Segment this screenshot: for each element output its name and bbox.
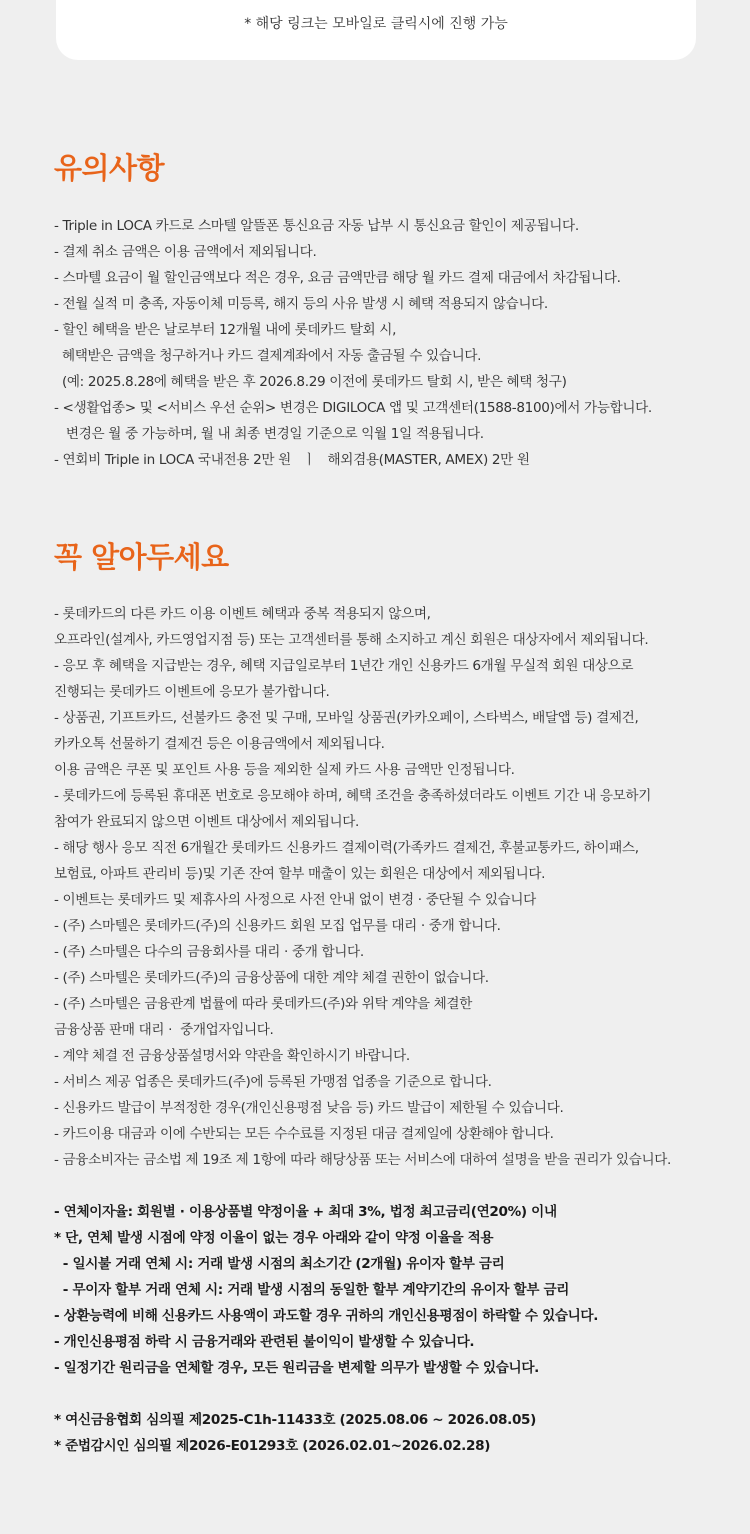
notice-line: - 카드이용 대금과 이에 수반되는 모든 수수료를 지정된 대금 결제일에 상환해야 합니다. xyxy=(54,1126,554,1142)
important-notice-line: - 일정기간 원리금을 연체할 경우, 모든 원리금을 변제할 의무가 발생할 수 있습니다. xyxy=(54,1360,539,1376)
notice-line: - 결제 취소 금액은 이용 금액에서 제외됩니다. xyxy=(54,244,317,260)
notice-line: - Triple in LOCA 카드로 스마텔 알뜰폰 통신요금 자동 납부 시 통신요금 할인이 제공됩니다. xyxy=(54,218,579,234)
notice-line: - 롯데카드에 등록된 휴대폰 번호로 응모해야 하며, 혜택 조건을 충족하셨더라도 이벤트 기간 내 응모하기 xyxy=(54,788,651,804)
notice-line: 혜택받은 금액을 청구하거나 카드 결제계좌에서 자동 출금될 수 있습니다. xyxy=(54,348,482,364)
notice-line: - (주) 스마텔은 금융관계 법률에 따라 롯데카드(주)와 위탁 계약을 체결한 xyxy=(54,996,472,1012)
notice-line: 변경은 월 중 가능하며, 월 내 최종 변경일 기준으로 익월 1일 적용됩니다. xyxy=(54,426,484,442)
notice-title: 유의사항 xyxy=(54,151,165,185)
notice-line: - 롯데카드의 다른 카드 이용 이벤트 혜택과 중복 적용되지 않으며, xyxy=(54,606,431,622)
notice-line: 참여가 완료되지 않으면 이벤트 대상에서 제외됩니다. xyxy=(54,814,360,830)
notice-line: - 할인 혜택을 받은 날로부터 12개월 내에 롯데카드 탈회 시, xyxy=(54,322,397,338)
notice-line: - 이벤트는 롯데카드 및 제휴사의 사정으로 사전 안내 없이 변경 · 중단될 수 있습니다 xyxy=(54,892,536,908)
important-notice-line: - 일시불 거래 연체 시: 거래 발생 시점의 최소기간 (2개월) 유이자 할부 금리 xyxy=(54,1256,505,1272)
important-notice-line: - 상환능력에 비해 신용카드 사용액이 과도할 경우 귀하의 개인신용평점이 하락할 수 있습니다. xyxy=(54,1308,599,1324)
notice-line: 이용 금액은 쿠폰 및 포인트 사용 등을 제외한 실제 카드 사용 금액만 인정됩니다. xyxy=(54,762,515,778)
notice-line: - 상품권, 기프트카드, 선불카드 충전 및 구매, 모바일 상품권(카카오페이, 스타벅스, 배달앱 등) 결제건, xyxy=(54,710,639,726)
important-notice-line: * 여신금융협회 심의필 제2025-C1h-11433호 (2025.08.06 ~ 2026.08.05) xyxy=(54,1412,537,1428)
mobile-link-note: * 해당 링크는 모바일로 클릭시에 진행 가능 xyxy=(244,16,508,32)
notice-line: 오프라인(설계사, 카드영업지점 등) 또는 고객센터를 통해 소지하고 계신 회원은 대상자에서 제외됩니다. xyxy=(54,632,649,648)
spacer xyxy=(54,1173,744,1199)
notice-line: 진행되는 롯데카드 이벤트에 응모가 불가합니다. xyxy=(54,684,330,700)
notice-line: - 계약 체결 전 금융상품설명서와 약관을 확인하시기 바랍니다. xyxy=(54,1048,410,1064)
notice-line: 보험료, 아파트 관리비 등)및 기존 잔여 할부 매출이 있는 회원은 대상에서 제외됩니다. xyxy=(54,866,546,882)
notice-line: - 금융소비자는 금소법 제 19조 제 1항에 따라 해당상품 또는 서비스에 대하여 설명을 받을 권리가 있습니다. xyxy=(54,1152,672,1168)
important-notice-line: - 무이자 할부 거래 연체 시: 거래 발생 시점의 동일한 할부 계약기간의 유이자 할부 금리 xyxy=(54,1282,570,1298)
notice-line: - <생활업종> 및 <서비스 우선 순위> 변경은 DIGILOCA 앱 및 고객센터(1588-8100)에서 가능합니다. xyxy=(54,400,652,416)
link-notice-card xyxy=(56,0,696,60)
notice-line: - 신용카드 발급이 부적정한 경우(개인신용평점 낮음 등) 카드 발급이 제한될 수 있습니다. xyxy=(54,1100,564,1116)
notice-line: - (주) 스마텔은 다수의 금융회사를 대리 · 중개 합니다. xyxy=(54,944,364,960)
notice-line: 금융상품 판매 대리 · 중개업자입니다. xyxy=(54,1022,274,1038)
notice-line: (예: 2025.8.28에 혜택을 받은 후 2026.8.29 이전에 롯데카드 탈회 시, 받은 혜택 청구) xyxy=(54,374,567,390)
notice-line: - (주) 스마텔은 롯데카드(주)의 금융상품에 대한 계약 체결 권한이 없습니다. xyxy=(54,970,489,986)
notice-line: - (주) 스마텔은 롯데카드(주)의 신용카드 회원 모집 업무를 대리 · 중개 합니다. xyxy=(54,918,501,934)
notice-line: 카카오톡 선물하기 결제건 등은 이용금액에서 제외됩니다. xyxy=(54,736,385,752)
notice-line: - 해당 행사 응모 직전 6개월간 롯데카드 신용카드 결제이력(가족카드 결제건, 후불교통카드, 하이패스, xyxy=(54,840,639,856)
important-notice-line: - 개인신용평점 하락 시 금융거래와 관련된 불이익이 발생할 수 있습니다. xyxy=(54,1334,475,1350)
notice-line: - 서비스 제공 업종은 롯데카드(주)에 등록된 가맹점 업종을 기준으로 합니다. xyxy=(54,1074,492,1090)
important-notice-line: - 연체이자율: 회원별 · 이용상품별 약정이율 + 최대 3%, 법정 최고금리(연20%) 이내 xyxy=(54,1204,557,1220)
notice-list xyxy=(54,213,744,473)
notice-line: - 연회비 Triple in LOCA 국내전용 2만 원 ㅣ 해외겸용(MASTER, AMEX) 2만 원 xyxy=(54,452,530,468)
notice-line: - 전월 실적 미 충족, 자동이체 미등록, 해지 등의 사유 발생 시 혜택 적용되지 않습니다. xyxy=(54,296,548,312)
spacer xyxy=(54,1381,744,1407)
notice-line: - 스마텔 요금이 월 할인금액보다 적은 경우, 요금 금액만큼 해당 월 카드 결제 대금에서 차감됩니다. xyxy=(54,270,621,286)
important-notice-line: * 단, 연체 발생 시점에 약정 이율이 없는 경우 아래와 같이 약정 이율을 적용 xyxy=(54,1230,494,1246)
important-notice-line: * 준법감시인 심의필 제2026-E01293호 (2026.02.01~2026.02.28) xyxy=(54,1438,491,1454)
notice-line: - 응모 후 혜택을 지급받는 경우, 혜택 지급일로부터 1년간 개인 신용카드 6개월 무실적 회원 대상으로 xyxy=(54,658,634,674)
must-know-list xyxy=(54,601,744,1459)
must-know-title: 꼭 알아두세요 xyxy=(54,540,229,574)
